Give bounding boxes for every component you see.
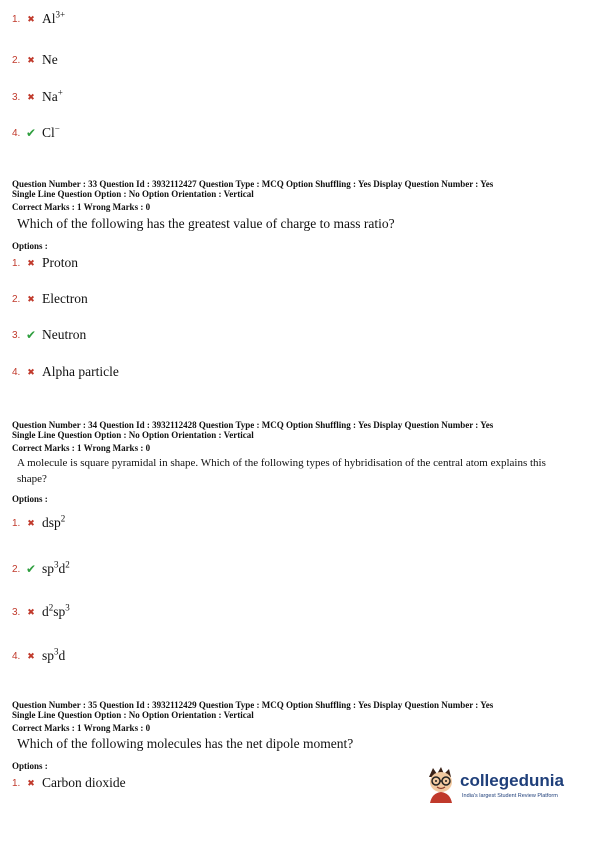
question-header: Question Number : 34 Question Id : 3932112428 Question Type : MCQ Option Shuffling : Yes Display Question Number : Yes Single Line Question Option : No Option Orientation : Vertical <box>12 420 494 440</box>
option-number: 2. <box>12 563 21 575</box>
collegedunia-logo <box>424 765 584 807</box>
question-text: Which of the following has the greatest value of charge to mass ratio? <box>17 216 395 231</box>
option-number: 1. <box>12 257 21 269</box>
cross-mark-icon: ✖ <box>27 366 35 377</box>
option-text: Electron <box>42 291 88 306</box>
option-row <box>12 603 70 621</box>
option-row <box>12 10 65 28</box>
check-mark-icon: ✔ <box>25 125 37 140</box>
cross-mark-icon: ✖ <box>27 54 35 65</box>
question-header: Question Number : 33 Question Id : 3932112427 Question Type : MCQ Option Shuffling : Yes Display Question Number : Yes Single Line Question Option : No Option Orientation : Vertical <box>12 179 494 199</box>
option-row <box>12 326 86 344</box>
options-label: Options : <box>12 241 48 251</box>
option-text: $d^2sp^3$ <box>42 602 70 619</box>
option-row <box>12 560 70 578</box>
option-row <box>12 774 126 792</box>
option-text: Ne <box>42 52 58 67</box>
option-row <box>12 514 65 532</box>
option-number: 1. <box>12 13 21 25</box>
logo-tagline: India's largest Student Review Platform <box>462 793 558 799</box>
option-row <box>12 51 58 69</box>
cross-mark-icon: ✖ <box>27 517 35 528</box>
option-number: 3. <box>12 329 21 341</box>
option-text: $Al^{3+}$ <box>42 9 66 26</box>
option-number: 2. <box>12 54 21 66</box>
question-text: A molecule is square pyramidal in shape. Which of the following types of hybridisation of the central atom explains this shape? <box>17 457 546 485</box>
option-text: Proton <box>42 255 79 270</box>
question-text: Which of the following molecules has the net dipole moment? <box>17 736 354 751</box>
option-number: 1. <box>12 517 21 529</box>
logo-brand: collegedunia <box>460 771 564 790</box>
option-row <box>12 290 88 308</box>
option-text: $sp^3d$ <box>42 646 66 663</box>
option-number: 4. <box>12 366 21 378</box>
option-text: Carbon dioxide <box>42 775 126 790</box>
option-row <box>12 124 60 142</box>
option-row <box>12 647 65 665</box>
marks-info: Correct Marks : 1 Wrong Marks : 0 <box>12 723 151 733</box>
cross-mark-icon: ✖ <box>27 777 35 788</box>
option-text: Na+ <box>42 87 63 104</box>
option-number: 3. <box>12 91 21 103</box>
cross-mark-icon: ✖ <box>27 650 35 661</box>
cross-mark-icon: ✖ <box>27 606 35 617</box>
option-text: $sp^3d^2$ <box>42 559 70 576</box>
options-label: Options : <box>12 494 48 504</box>
option-row <box>12 88 63 106</box>
question-header: Question Number : 35 Question Id : 3932112429 Question Type : MCQ Option Shuffling : Yes Display Question Number : Yes Single Line Question Option : No Option Orientation : Vertical <box>12 700 494 720</box>
option-number: 2. <box>12 293 21 305</box>
options-label: Options : <box>12 761 48 771</box>
marks-info: Correct Marks : 1 Wrong Marks : 0 <box>12 202 151 212</box>
option-number: 4. <box>12 127 21 139</box>
option-text: Neutron <box>42 327 87 342</box>
cross-mark-icon: ✖ <box>27 257 35 268</box>
option-row <box>12 254 78 272</box>
check-mark-icon: ✔ <box>25 561 37 576</box>
marks-info: Correct Marks : 1 Wrong Marks : 0 <box>12 443 151 453</box>
cross-mark-icon: ✖ <box>27 91 35 102</box>
check-mark-icon: ✔ <box>25 327 37 342</box>
cross-mark-icon: ✖ <box>27 293 35 304</box>
option-number: 3. <box>12 606 21 618</box>
mascot-icon <box>424 765 458 805</box>
option-row <box>12 363 119 381</box>
option-text: dsp$^2$ <box>42 513 66 530</box>
option-number: 4. <box>12 650 21 662</box>
option-text: Alpha particle <box>42 364 119 379</box>
option-number: 1. <box>12 777 21 789</box>
cross-mark-icon: ✖ <box>27 13 35 24</box>
option-text: Cl− <box>42 123 60 140</box>
